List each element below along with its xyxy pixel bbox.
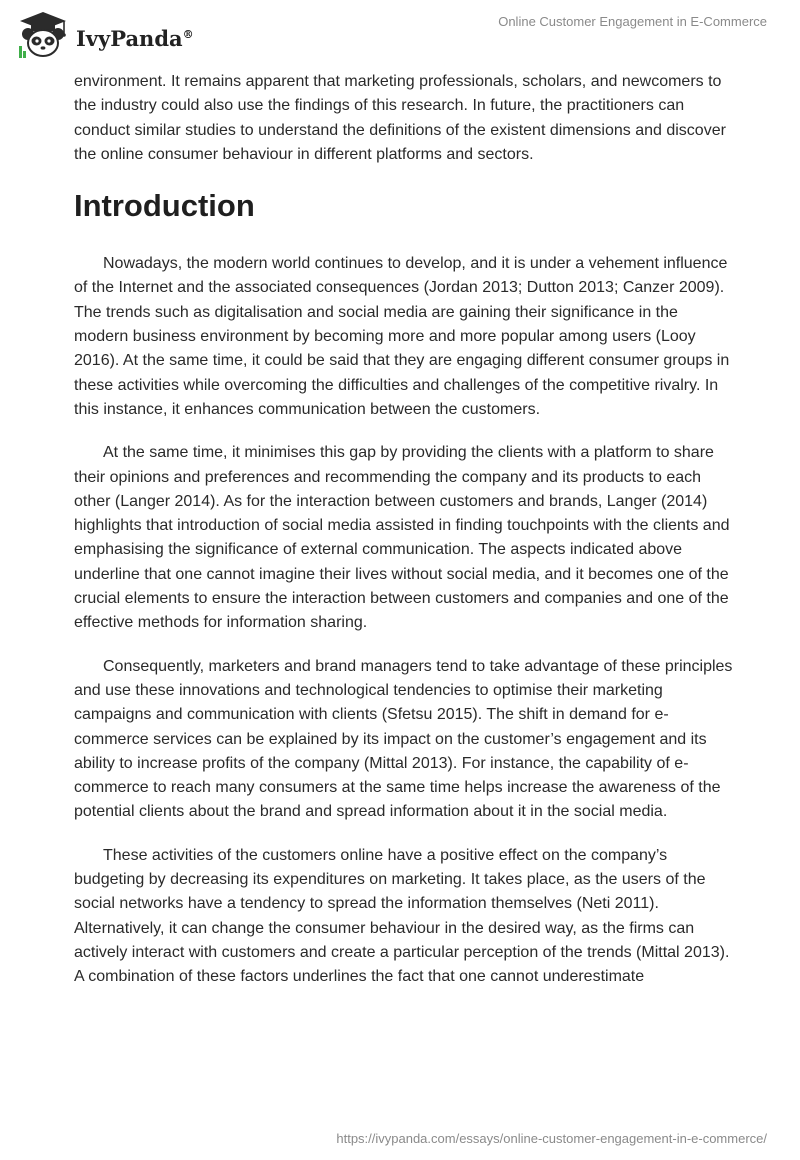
source-url[interactable]: https://ivypanda.com/essays/online-customer-engagement-in-e-commerce/ — [336, 1131, 767, 1146]
document-title: Online Customer Engagement in E-Commerce — [498, 14, 767, 29]
paragraph: Nowadays, the modern world continues to develop, and it is under a vehement influence of the Internet and the associated consequences (Jordan 2013; Dutton 2013; Canzer 2009). The trends such as digitalisation and social media are gaining their significance in the modern business environment by becoming more and more popular among users (Looy 2016). At the same time, it could be said that they are engaging different consumer groups in these activities while overcoming the difficulties and challenges of the competitive rivalry. In this instance, it enhances communication between the customers. — [74, 255, 730, 418]
panda-graduate-icon — [14, 10, 72, 60]
brand-logo[interactable] — [14, 10, 194, 60]
page-header — [0, 0, 800, 70]
section-heading: Introduction — [74, 188, 255, 224]
essay-body — [74, 70, 734, 1009]
paragraph: environment. It remains apparent that marketing professionals, scholars, and newcomers to the industry could also use the findings of this research. In future, the practitioners can conduct similar studies to understand the definitions of the existent dimensions and discover the online consumer behaviour in different platforms and sectors. — [74, 73, 726, 163]
paragraph: Consequently, marketers and brand managers tend to take advantage of these principles and use these innovations and technological tendencies to optimise their marketing campaigns and communication with clients (Sfetsu 2015). The shift in demand for e-commerce services can be explained by its impact on the customer’s engagement and its ability to increase profits of the company (Mittal 2013). For instance, the capability of e-commerce to reach many consumers at the same time helps increase the awareness of the potential clients about the brand and spread information about it in the social media. — [74, 657, 733, 821]
paragraph: These activities of the customers online have a positive effect on the company’s budgeting by decreasing its expenditures on marketing. It takes place, as the users of the social networks have a tendency to spread the information themselves (Neti 2011). Alternatively, it can change the consumer behaviour in the desired way, as the firms can actively interact with customers and create a particular perception of the trends (Mittal 2013). A combination of these factors underlines the fact that one cannot underestimate — [74, 846, 730, 986]
paragraph: At the same time, it minimises this gap by providing the clients with a platform to share their opinions and preferences and recommending the company and its products to each other (Langer 2014). As for the interaction between customers and brands, Langer (2014) highlights that introduction of social media assisted in finding touchpoints with the clients and emphasising the significance of external communication. The aspects indicated above underline that one cannot imagine their lives without social media, and it becomes one of the crucial elements to ensure the interaction between customers and companies and one of the effective methods for information sharing. — [74, 444, 730, 632]
brand-name: IvyPanda® — [76, 25, 194, 51]
